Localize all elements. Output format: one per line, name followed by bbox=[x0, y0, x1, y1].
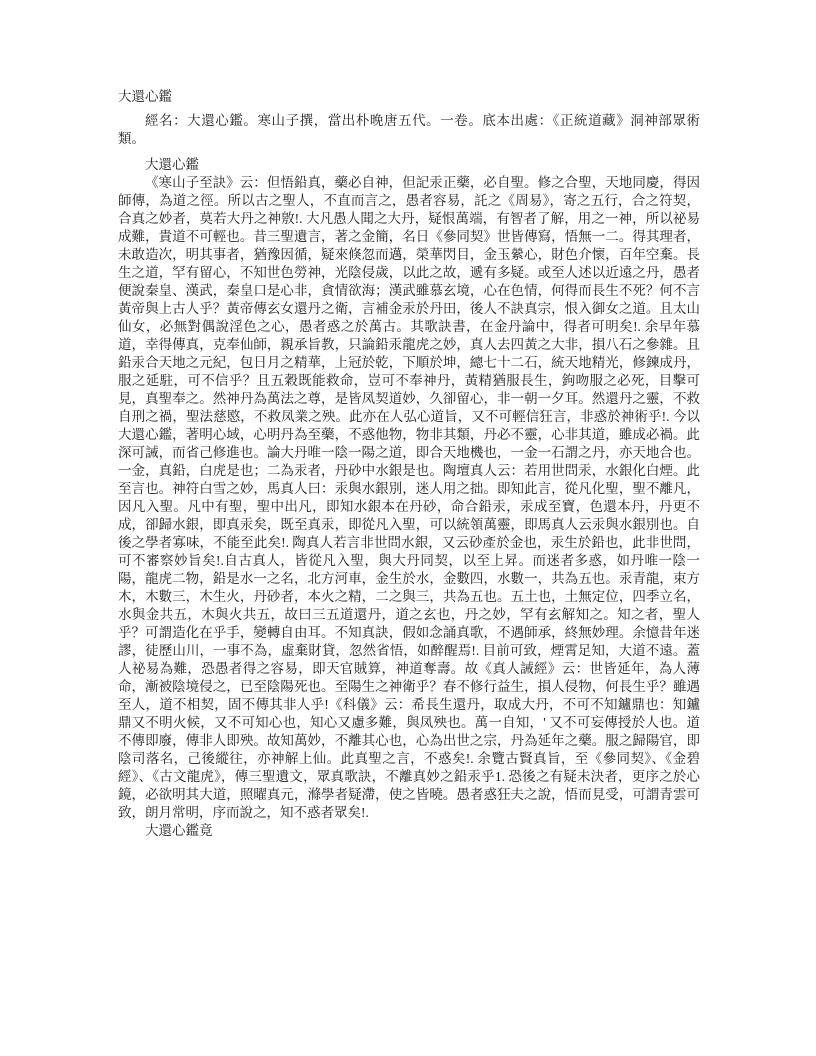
document-title: 大還心鑑 bbox=[118, 89, 172, 104]
bibliographic-note: 經名：大還心鑑。寒山子撰，當出朴晚唐五代。一卷。底本出處：《正統道藏》洞神部眾術類。 bbox=[118, 113, 700, 146]
body-text: 《寒山子至訣》云：但悟鉛真，藥必自神，但記汞正藥，必自聖。修之合聖，天地同慶，得因師傳，為道之徑。所以古之聖人，不直而言之，愚者容易，託之《周易》，寄之五行，合之符契，合真之妙者，莫若大丹之神敫!. 大凡愚人聞之大丹，疑恨萬端，有智者了解，用之一神，所以祕易成難，貴道不可輕也。昔三聖遺言，著之金簡，名日《參同契》世皆傳寫，悟無一二。得其理者，未敢造次，明其事者，猶豫因循，疑來倏忽而邁，榮華閃目，金玉縈心，財色介懷，百年空棄。長生之道，罕有留心，不知世色勞神，光陰侵歲，以此之故，遞有多疑。或至人述以近遠之丹，愚者便說秦皇、漢武，秦皇口是心非，貪情欲海；漢武雖慕玄境，心在色情，何得而長生不死？何不言黃帝與上古人乎？黃帝傳玄女還丹之衛，言補金汞於丹田，後人不訣真宗，恨入御女之道。且太山仙女，必無對偶說淫色之心，愚者惑之於萬古。其歌訣書，在金丹論中，得者可明矣!. 余早年慕道，幸得傳真，克奉仙師，親承旨教，只論鉛汞龍虎之妙，真人去四黃之大非，損八石之參雜。且鉛汞合天地之元紀，包日月之精華，上冠於乾，下順於坤，總七十二石，統天地精光，修鍊成丹，服之延駐，可不信乎？且五穀既能救命，豈可不奉神丹，黃精猶服長生，鉤吻服之必死，目擊可見，真聖奉之。然神丹為萬法之尊，是皆凤契道妙，久卻留心，非一朝一夕耳。然還丹之靈，不救自刑之禍，聖法慈愍，不救凤業之殃。此亦在人弘心道旨，又不可輕信狂言，非惑於神術乎!. 今以大還心鑑，著明心域，心明丹為至藥，不惑他物，物非其類，丹必不靈，心非其道，雖成必禍。此深可誡，而省己修進也。論大丹唯一陰一陽之道，即合天地機也，一金一石謂之丹，亦天地合也。一金，真鉛，白虎是也；二為汞者，丹砂中水銀是也。陶壇真人云：若用世問汞，水銀化白煙。此至言也。神符白雪之妙，馬真人曰：汞與水銀別，迷人用之拙。即知此言，從凡化聖，聖不離凡，因凡入聖。凡中有聖，聖中出凡，即知水銀本在丹砂，命合鉛汞，汞成至寶，色還本丹，丹更不成，卻歸水銀，即真汞矣，既至真汞，即從凡入聖，可以統領萬靈，即馬真人云汞與水銀別也。自後之學者寡味，不能至此矣!. 陶真人若言非世問水銀，又云砂產於金也，汞生於鉛也，此非世問，可不審察妙旨矣!.自古真人，皆從凡入聖，與大丹同契，以至上昇。而迷者多惑，如丹唯一陰一陽，龍虎二物，鉛是水一之名，北方河車，金生於水，金數四，水數一，共為五也。汞青龍，束方木，木數三，木生火，丹砂者，本火之精，二之與三，共為五也。五土也，土無定位，四季立名，水與金共五，木與火共五，故曰三五道還丹，道之玄也，丹之妙，罕有玄解知之。知之者，聖人乎？可謂造化在乎手，變轉自由耳。不知真訣，假如念誦真歌，不遇師承，終無妙理。余憶昔年迷謬，徒歷山川，一事不為，虛棄財貸，忽然省悟，如醉醒焉!. 目前可致，煙霄足知，大道不遠。蓋人祕易為難，恐愚者得之容易，即天官賊算，神道奪壽。故《真人誡經》云：世皆延年，為人薄命，漸被陰境侵之，已至陰陽死也。至陽生之神衛乎？春不修行益生，損人侵物，何長生乎？雖遇至人，道不相契，固不傳其非人乎!《科儀》云：希長生還丹，取成大丹，不可不知鑪鼎也：知鑪鼎又不明火候，又不可知心也，知心又慮多難，與凤殃也。萬一自知，' 又不可妄傳授於人也。道不傳即廢，傳非人即殃。故知萬妙，不離其心也，心為出世之宗，丹為延年之藥。服之歸陽官，即陰司落名，己後縱往，亦神解上仙。此真聖之言，不惑矣!. 余覽古賢真旨，至《參同契》、《金碧經》、《古文龍虎》，傳三聖遺文，眾真歌訣，不離真妙之鉛汞乎1. 恐後之有疑未決者，更序之於心鏡，必欲明其大道，照曜真元，滌學者疑滯，使之皆曉。愚者惑狂夫之說，悟而見受，可謂青雲可致，朗月常明，序而說之，知不惑者眾矣!. bbox=[118, 175, 700, 820]
closing-line: 大還心鑑竟 bbox=[145, 823, 213, 838]
section-title: 大還心鑑 bbox=[145, 157, 199, 172]
